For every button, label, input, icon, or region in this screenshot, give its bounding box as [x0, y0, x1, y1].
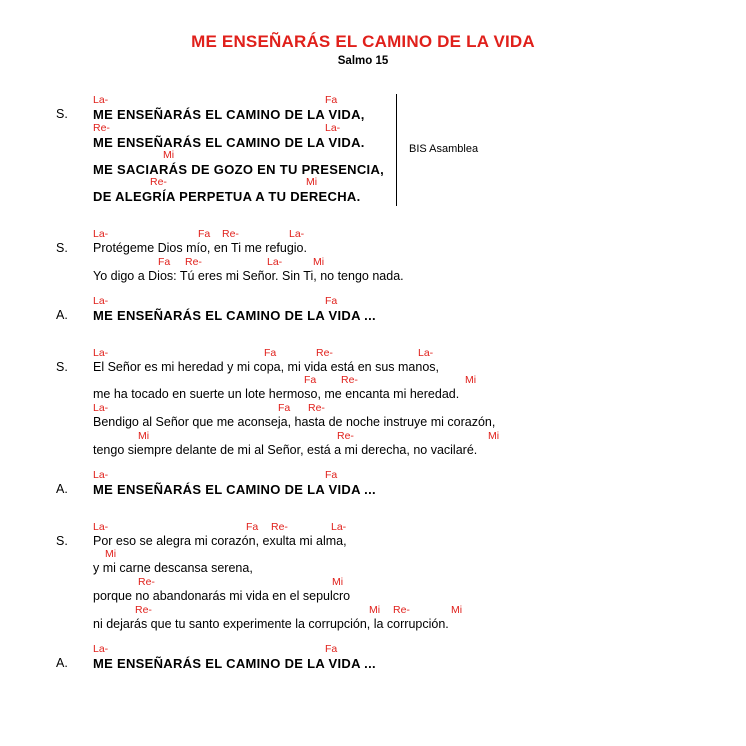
chord: Mi [138, 430, 150, 442]
chord-line [0, 402, 746, 414]
chord-line [0, 576, 746, 588]
chord: La- [93, 521, 109, 533]
chord: La- [93, 295, 109, 307]
chord-line [0, 256, 746, 268]
lyric-line: ME ENSEÑARÁS EL CAMINO DE LA VIDA ... [93, 656, 376, 671]
chord: Mi [369, 604, 381, 616]
chord: Re- [150, 176, 167, 188]
song-title: ME ENSEÑARÁS EL CAMINO DE LA VIDA [191, 32, 535, 51]
speaker-label: A. [56, 308, 68, 322]
speaker-label: A. [56, 656, 68, 670]
chord: Re- [271, 521, 288, 533]
lyric-line: ni dejarás que tu santo experimente la corrupción, la corrupción. [93, 617, 449, 631]
chord-line [0, 94, 746, 106]
chord: La- [267, 256, 283, 268]
lyric-line: ME ENSEÑARÁS EL CAMINO DE LA VIDA, [93, 107, 365, 122]
chord: Mi [465, 374, 477, 386]
chord-line [0, 149, 746, 161]
chord: La- [93, 402, 109, 414]
lyric-line: DE ALEGRÍA PERPETUA A TU DERECHA. [93, 189, 361, 204]
chord: Mi [306, 176, 318, 188]
chord: Fa [304, 374, 317, 386]
chord-line [0, 521, 746, 533]
chord: Re- [316, 347, 333, 359]
speaker-label: S. [56, 241, 68, 255]
chord: Re- [135, 604, 152, 616]
lyric-line: El Señor es mi heredad y mi copa, mi vida está en sus manos, [93, 360, 439, 374]
lyric-line: ME ENSEÑARÁS EL CAMINO DE LA VIDA ... [93, 308, 376, 323]
lyric-line: Por eso se alegra mi corazón, exulta mi alma, [93, 534, 347, 548]
chord: Fa [198, 228, 211, 240]
lyric-line: ME ENSEÑARÁS EL CAMINO DE LA VIDA ... [93, 482, 376, 497]
chord: La- [93, 94, 109, 106]
chord-line [0, 643, 746, 655]
chord: Fa [325, 94, 338, 106]
chord: Re- [308, 402, 325, 414]
chord: Mi [451, 604, 463, 616]
lyric-line: y mi carne descansa serena, [93, 561, 253, 575]
chord-line [0, 228, 746, 240]
chord: Fa [325, 295, 338, 307]
chord: La- [289, 228, 305, 240]
lyric-line: ME SACIARÁS DE GOZO EN TU PRESENCIA, [93, 162, 385, 177]
chord: Re- [393, 604, 410, 616]
chord: La- [93, 228, 109, 240]
chord-line [0, 122, 746, 134]
speaker-label: S. [56, 534, 68, 548]
chord: Re- [185, 256, 202, 268]
chord: Fa [325, 469, 338, 481]
lyric-line: Protégeme Dios mío, en Ti me refugio. [93, 241, 307, 255]
chord-line [0, 374, 746, 386]
lyric-line: Yo digo a Dios: Tú eres mi Señor. Sin Ti, no tengo nada. [93, 269, 404, 283]
chord: Re- [138, 576, 155, 588]
chord: Fa [325, 643, 338, 655]
chord: Fa [264, 347, 277, 359]
chord: Re- [341, 374, 358, 386]
chord: La- [418, 347, 434, 359]
chord-line [0, 295, 746, 307]
lyric-line: tengo siempre delante de mi al Señor, está a mi derecha, no vacilaré. [93, 443, 478, 457]
chord: Re- [93, 122, 110, 134]
speaker-label: S. [56, 360, 68, 374]
chord: Re- [222, 228, 239, 240]
chord: Mi [105, 548, 117, 560]
bis-label: BIS Asamblea [409, 143, 479, 155]
chord-line [0, 469, 746, 481]
bis-bracket-line [396, 94, 397, 206]
chord-line [0, 430, 746, 442]
chord: Re- [337, 430, 354, 442]
chord: Mi [332, 576, 344, 588]
song-subtitle: Salmo 15 [337, 55, 389, 67]
chord: Fa [158, 256, 171, 268]
speaker-label: S. [56, 107, 68, 121]
chord: Fa [246, 521, 259, 533]
lyric-line: me ha tocado en suerte un lote hermoso, me encanta mi heredad. [93, 387, 460, 401]
chord-line [0, 176, 746, 188]
lyric-line: ME ENSEÑARÁS EL CAMINO DE LA VIDA. [93, 135, 365, 150]
speaker-label: A. [56, 482, 68, 496]
chord: La- [93, 347, 109, 359]
chord: Fa [278, 402, 291, 414]
chord: La- [93, 469, 109, 481]
lyric-line: Bendigo al Señor que me aconseja, hasta de noche instruye mi corazón, [93, 415, 496, 429]
chord: La- [93, 643, 109, 655]
lyric-line: porque no abandonarás mi vida en el sepulcro [93, 589, 351, 603]
chord-line [0, 548, 746, 560]
chord: La- [325, 122, 341, 134]
chord-line [0, 604, 746, 616]
chord: Mi [313, 256, 325, 268]
chord: Mi [163, 149, 175, 161]
chord: Mi [488, 430, 500, 442]
chord-line [0, 347, 746, 359]
chord: La- [331, 521, 347, 533]
